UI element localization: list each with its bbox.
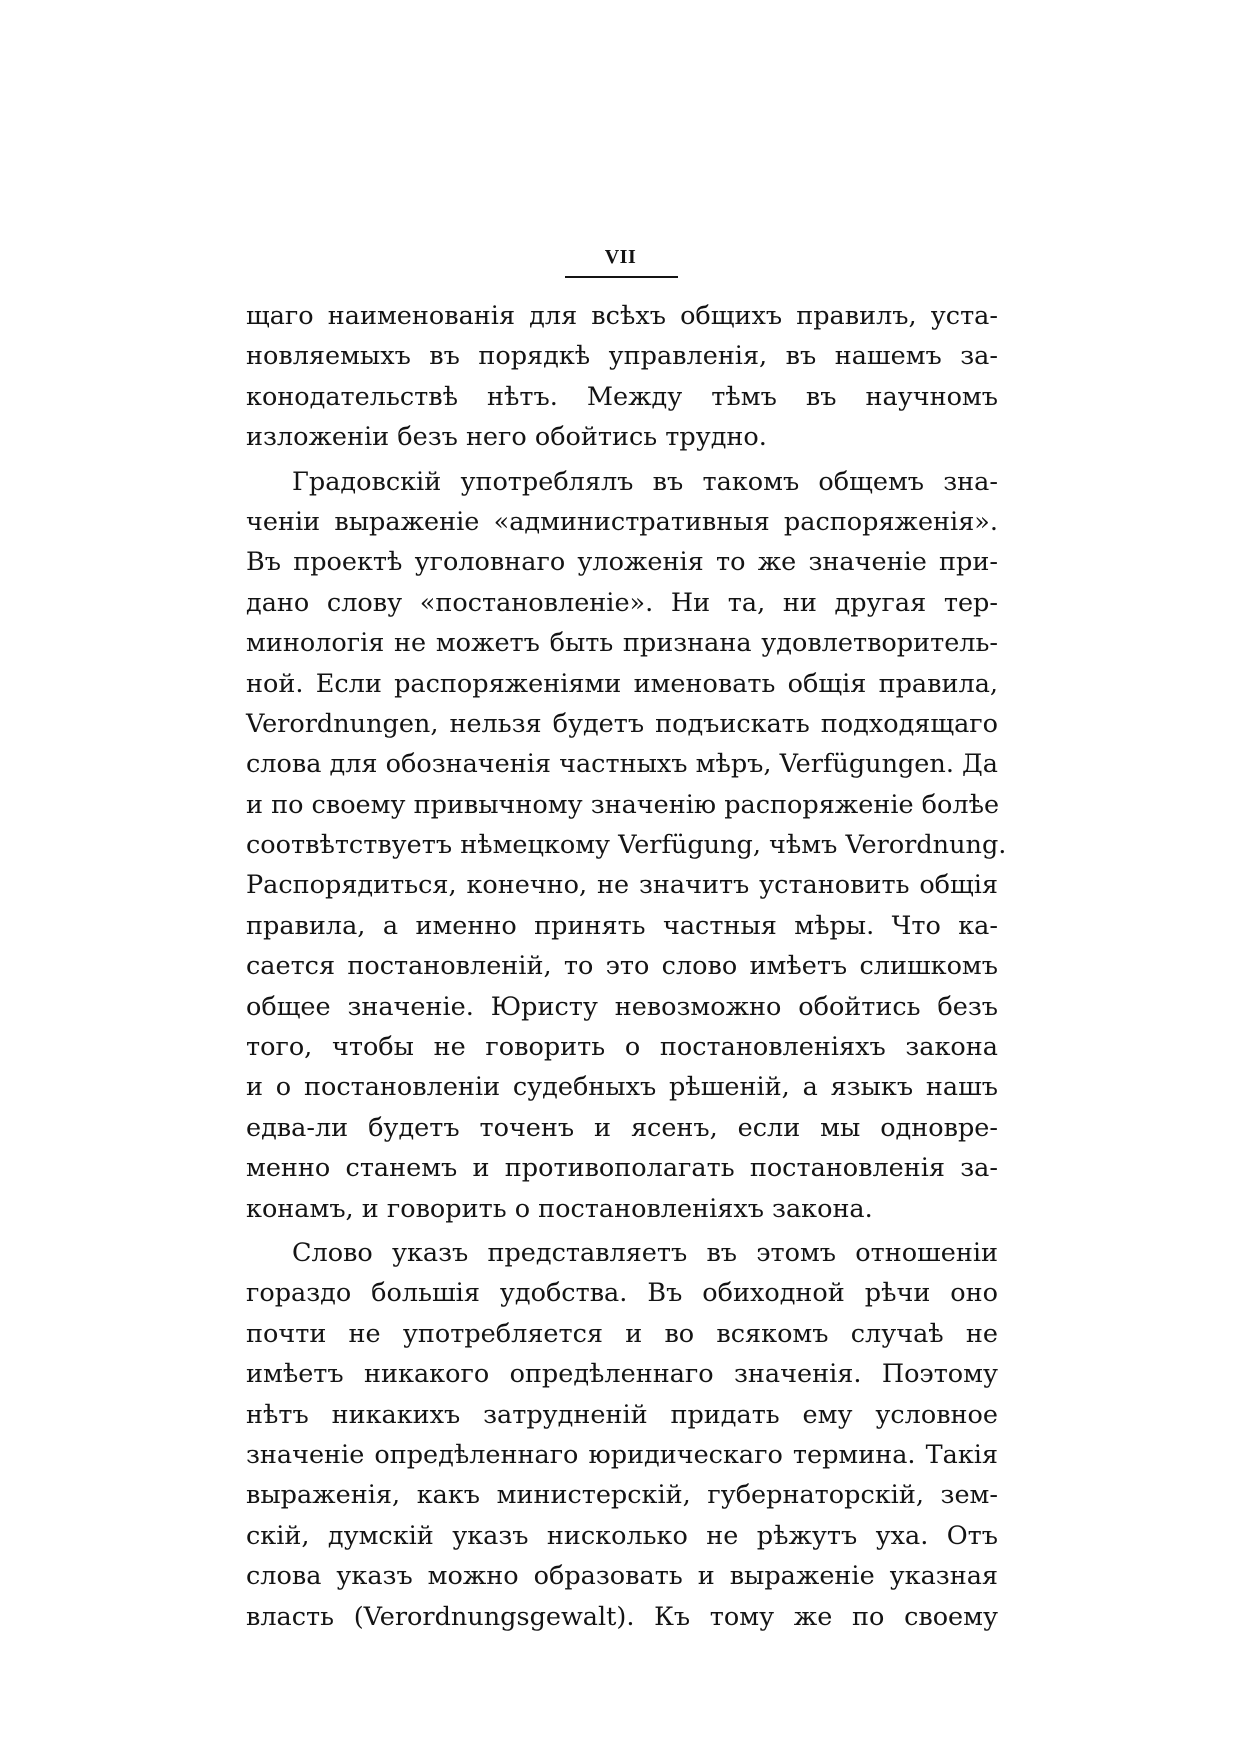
text-line: имѣетъ никакого опредѣленнаго значенія. Поэтому xyxy=(246,1359,998,1390)
text-line: значеніе опредѣленнаго юридическаго термина. Такія xyxy=(246,1439,998,1470)
text-line: скій, думскій указъ нисколько не рѣжутъ уха. Отъ xyxy=(246,1520,998,1551)
text-line: изложеніи безъ него обойтись трудно. xyxy=(246,422,767,453)
text-line: выраженія, какъ министерскій, губернаторскій, зем- xyxy=(246,1480,998,1511)
text-line: того, чтобы не говорить о постановленіяхъ закона xyxy=(246,1032,998,1063)
text-line: и по своему привычному значенію распоряженіе болѣе xyxy=(246,789,1000,820)
page-header xyxy=(0,246,1241,269)
text-line: нѣтъ никакихъ затрудненій придать ему условное xyxy=(246,1399,998,1430)
text-line: щаго наименованія для всѣхъ общихъ правилъ, уста- xyxy=(246,301,998,331)
paragraph xyxy=(246,296,998,458)
text-line: сается постановленій, то это слово имѣетъ слишкомъ xyxy=(246,951,998,982)
body-text xyxy=(246,296,1007,1641)
text-line: Градовскій употреблялъ въ такомъ общемъ зна- xyxy=(292,466,998,497)
text-line: Verordnungen, нельзя будетъ подъискать подходящаго xyxy=(246,708,998,739)
text-line: Слово указъ представляетъ въ этомъ отношеніи xyxy=(292,1237,998,1268)
text-line: соотвѣтствуетъ нѣмецкому Verfügung, чѣмъ Verordnung. xyxy=(246,830,1007,861)
text-line: менно станемъ и противополагать постановленія за- xyxy=(246,1153,998,1184)
text-line: почти не употребляется и во всякомъ случаѣ не xyxy=(246,1318,998,1349)
paragraph xyxy=(246,1233,998,1637)
text-line: минологія не можетъ быть признана удовлетворитель- xyxy=(246,628,998,659)
text-line: едва-ли будетъ точенъ и ясенъ, если мы одновре- xyxy=(246,1112,998,1143)
text-line: ной. Если распоряженіями именовать общія правила, xyxy=(246,668,998,699)
text-line: общее значеніе. Юристу невозможно обойтись безъ xyxy=(246,991,998,1022)
text-line: Распорядиться, конечно, не значитъ установить общія xyxy=(246,870,998,901)
page-number: VII xyxy=(604,246,637,268)
text-line: конамъ, и говорить о постановленіяхъ закона. xyxy=(246,1193,873,1224)
paragraph xyxy=(246,462,1007,1229)
text-line: гораздо большія удобства. Въ обиходной рѣчи оно xyxy=(246,1278,998,1309)
header-rule xyxy=(565,276,678,278)
text-line: власть (Verordnungsgewalt). Къ тому же по своему xyxy=(246,1601,998,1632)
text-line: слова для обозначенія частныхъ мѣръ, Verfügungen. Да xyxy=(246,749,998,780)
text-line: новляемыхъ въ порядкѣ управленія, въ нашемъ за- xyxy=(246,341,998,372)
text-line: Въ проектѣ уголовнаго уложенія то же значеніе при- xyxy=(246,547,998,578)
text-line: дано слову «постановленіе». Ни та, ни другая тер- xyxy=(246,587,998,618)
text-line: слова указъ можно образовать и выраженіе указная xyxy=(246,1561,998,1592)
text-line: ченіи выраженіе «административныя распоряженія». xyxy=(246,506,998,537)
text-line: и о постановленіи судебныхъ рѣшеній, а языкъ нашъ xyxy=(246,1072,998,1103)
text-line: конодательствѣ нѣтъ. Между тѣмъ въ научномъ xyxy=(246,381,998,412)
text-line: правила, а именно принять частныя мѣры. Что ка- xyxy=(246,910,998,941)
